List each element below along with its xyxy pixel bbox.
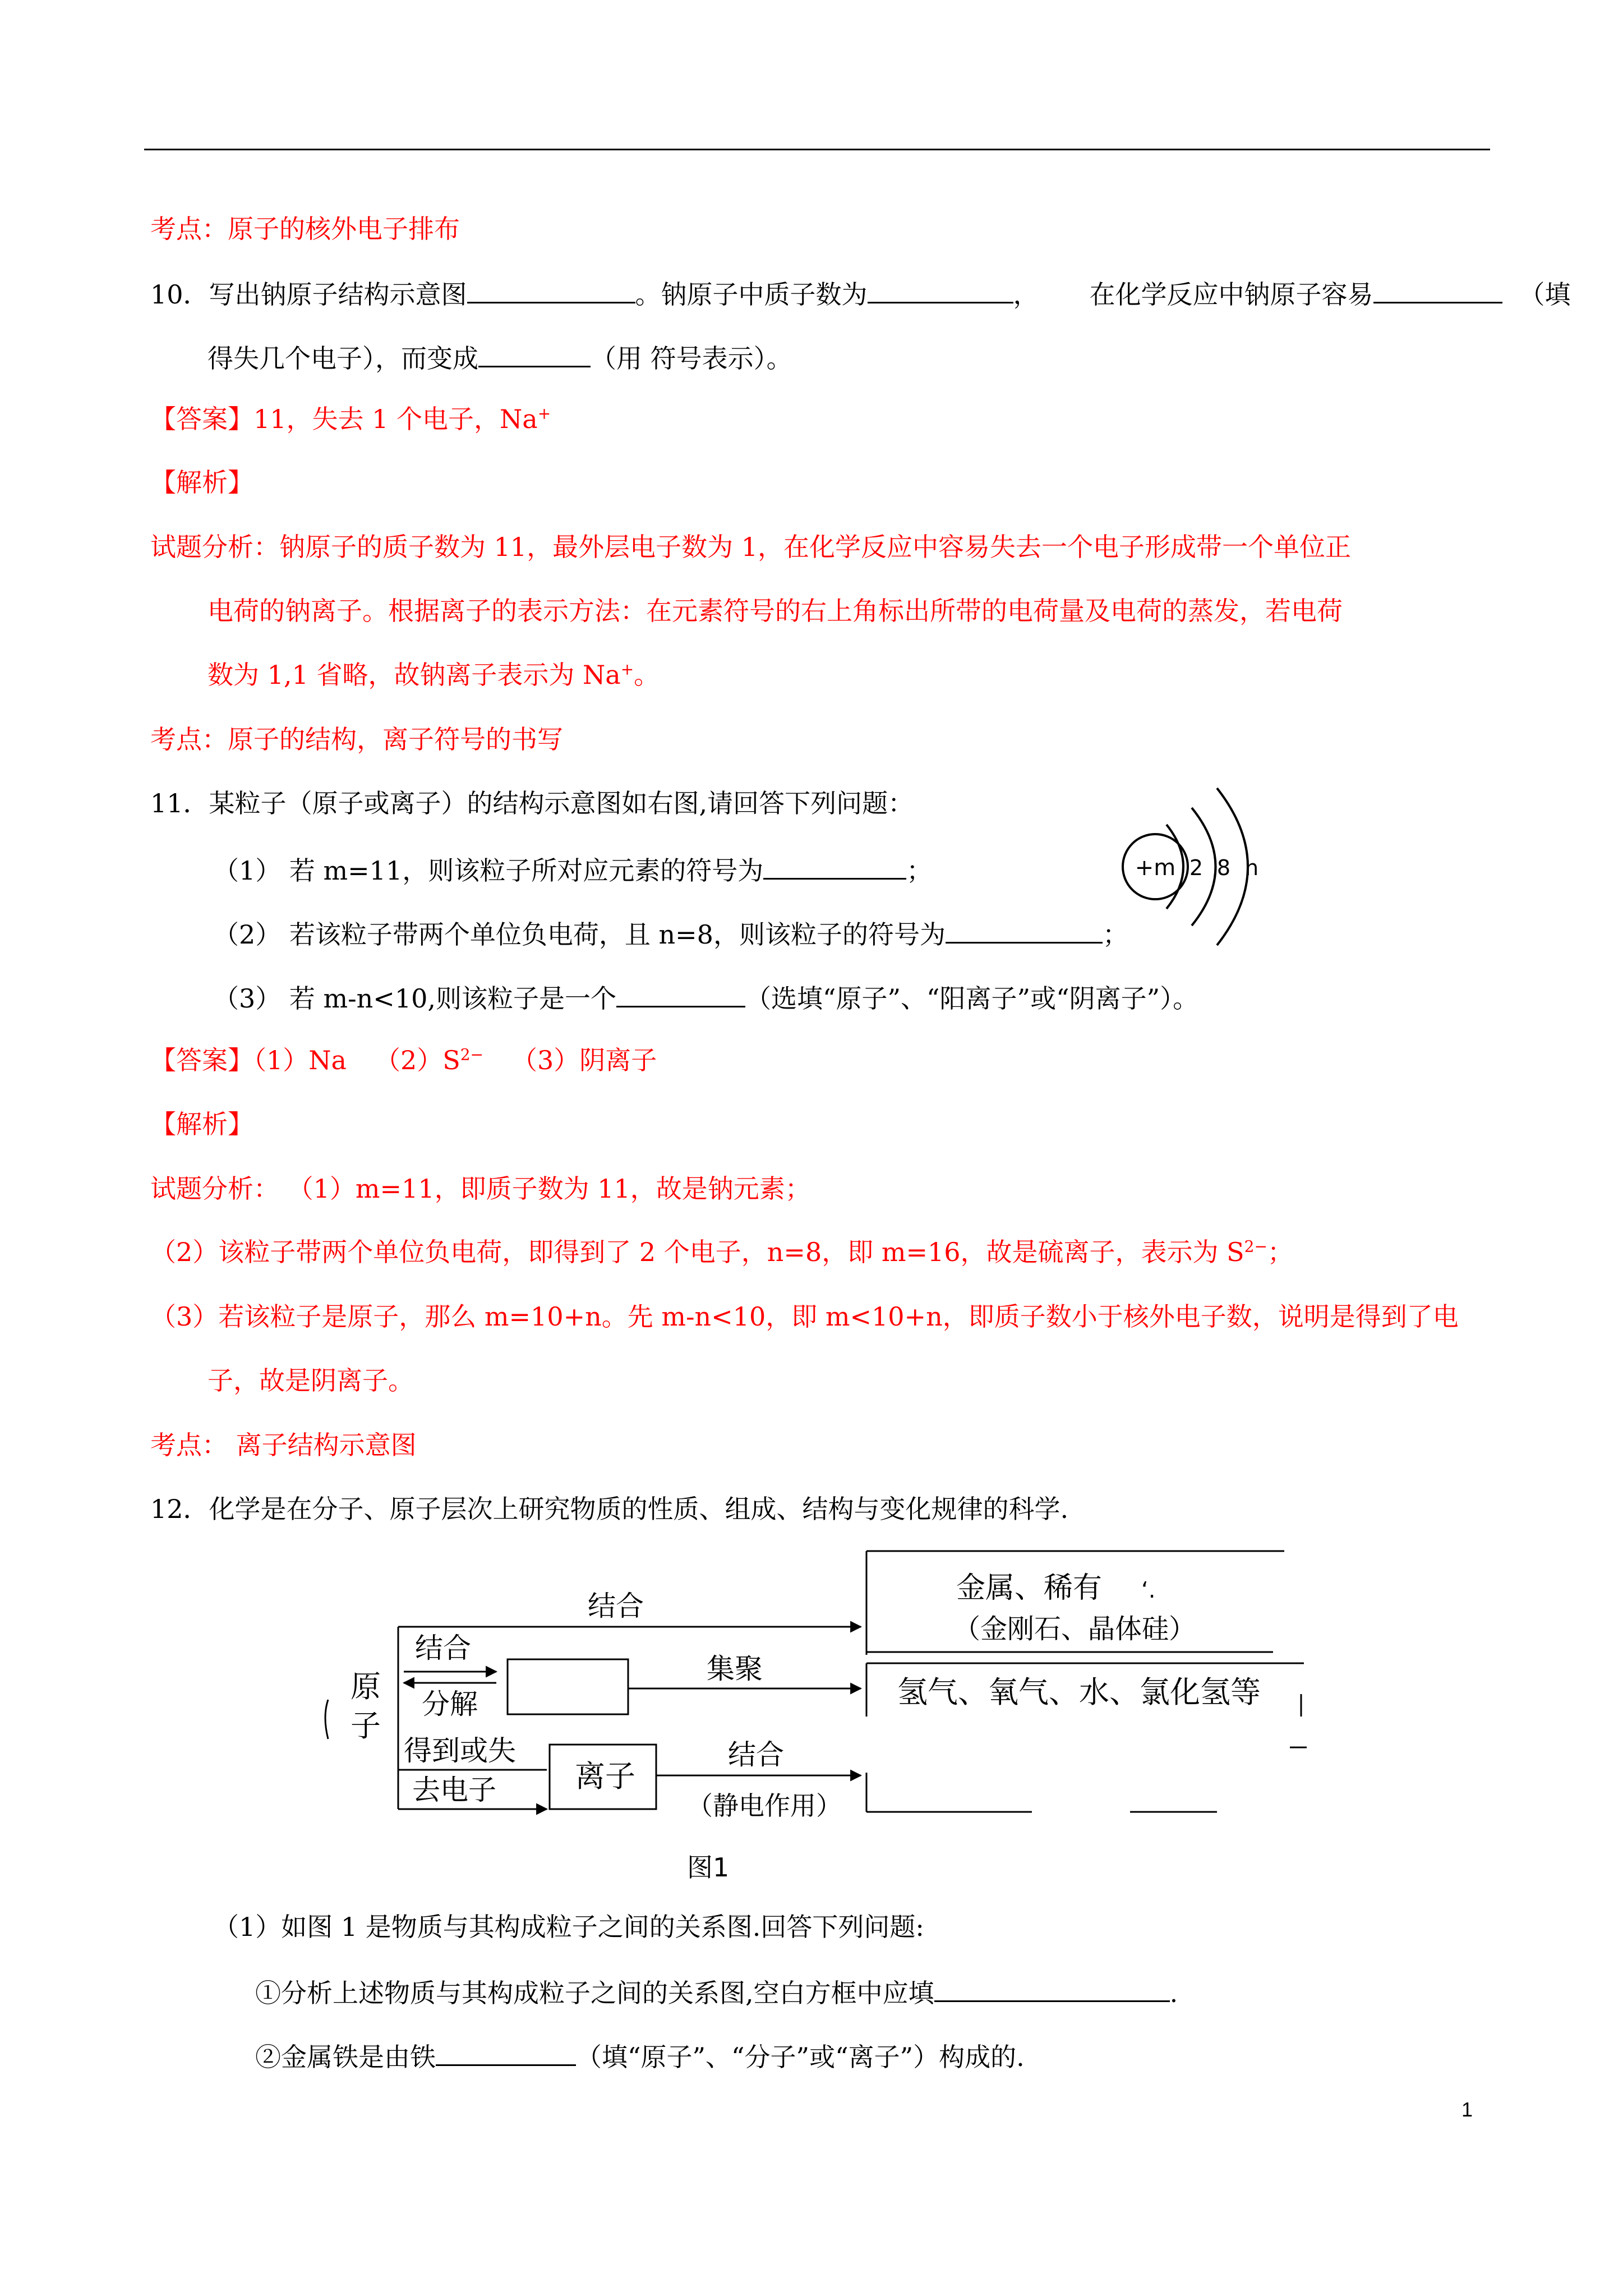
shell-2-count: 8 (1216, 855, 1231, 880)
box1-line-2: （金刚石、晶体硅） (953, 1613, 1196, 1645)
question-11-sub-3: （3） 若 m-n<10,则该粒子是一个 （选填“原子”、“阳离子”或“阴离子”）。 (213, 979, 1198, 1015)
question-10-line-1: 10．写出钠原子结构示意图 。钠原子中质子数为 ， 在化学反应中钠原子容易 （填 (150, 275, 1571, 311)
header-rule (144, 149, 1490, 150)
kaodian-1: 考点：原子的核外电子排布 (150, 214, 460, 244)
question-11-sub-1: （1） 若 m=11，则该粒子所对应元素的符号为 ； (213, 851, 932, 887)
figure-1-relationship-diagram (320, 1548, 1324, 1896)
shell-3-count: n (1244, 855, 1259, 880)
nucleus-label: +m (1135, 855, 1176, 881)
analysis-11-line-2: （2）该粒子带两个单位负电荷，即得到了 2 个电子，n=8，即 m=16，故是硫离子，表示为 $S^{2-}$； (150, 1237, 1293, 1267)
box3-border (866, 1773, 1032, 1812)
analysis-10-line-2: 电荷的钠离子。根据离子的表示方法：在元素符号的右上角标出所带的电荷量及电荷的蒸发，若电荷 (208, 596, 1343, 626)
analysis-11-line-4: 子，故是阴离子。 (208, 1365, 414, 1396)
answer-11: 【答案】（1）Na $(2)S^{2-}$ （3）阴离子 (150, 1045, 657, 1075)
combine-ion-label: 结合 (728, 1738, 784, 1771)
analysis-heading-1: 【解析】 (150, 467, 253, 498)
decompose-label: 分解 (422, 1688, 478, 1720)
answer-blank[interactable] (478, 339, 591, 367)
answer-blank[interactable] (763, 851, 906, 880)
atom-structure-diagram (1105, 785, 1295, 976)
gain-lose-label-1: 得到或失 (404, 1734, 516, 1767)
question-11-sub-2: （2） 若该粒子带两个单位负电荷，且 n=8，则该粒子的符号为 ； (213, 915, 1128, 951)
blank-box-molecule[interactable] (508, 1659, 628, 1714)
left-brace (325, 1700, 328, 1739)
shell-1-count: 2 (1189, 855, 1204, 880)
question-12-sub-2: ①分析上述物质与其构成粒子之间的关系图,空白方框中应填 . (255, 1973, 1178, 2010)
answer-blank[interactable] (946, 915, 1103, 944)
box1-dots: ‘. (1141, 1577, 1156, 1603)
answer-blank[interactable] (868, 275, 1013, 303)
answer-blank[interactable] (1373, 275, 1502, 303)
figure-caption: 图1 (687, 1852, 730, 1883)
kaodian-3: 考点： 离子结构示意图 (150, 1430, 417, 1460)
kaodian-2: 考点：原子的结构，离子符号的书写 (150, 724, 563, 754)
box1-line-1: 金属、稀有 (956, 1571, 1103, 1605)
question-12-sub-3: ②金属铁是由铁 （填“原子”、“分子”或“离子”）构成的. (255, 2037, 1025, 2074)
box2-text: 氢气、氧气、水、氯化氢等 (897, 1674, 1261, 1710)
gather-label: 集聚 (707, 1653, 763, 1685)
gain-lose-label-2: 去电子 (412, 1774, 496, 1806)
analysis-11-line-1: 试题分析： （1）m=11，即质子数为 11，故是钠元素； (150, 1174, 811, 1204)
analysis-heading-2: 【解析】 (150, 1109, 253, 1139)
analysis-11-line-3: （3）若该粒子是原子，那么 m=10+n。先 m-n<10，即 m<10+n，即质子数小于核外电子数，说明是得到了电 (150, 1301, 1459, 1332)
page-number: 1 (1461, 2098, 1473, 2121)
answer-10: 【答案】11，失去 1 个电子，Na+ (150, 404, 551, 434)
answer-blank[interactable] (616, 979, 745, 1007)
analysis-10-line-1: 试题分析：钠原子的质子数为 11，最外层电子数为 1，在化学反应中容易失去一个电子形成带一个单位正 (150, 532, 1352, 562)
question-12-stem: 12．化学是在分子、原子层次上研究物质的性质、组成、结构与变化规律的科学. (150, 1494, 1069, 1524)
atom-label-2: 子 (351, 1708, 381, 1743)
combine-left-label: 结合 (415, 1632, 471, 1664)
question-12-sub-1: （1）如图 1 是物质与其构成粒子之间的关系图.回答下列问题: (213, 1912, 924, 1942)
electrostatic-label: （静电作用） (687, 1791, 842, 1821)
answer-blank[interactable] (436, 2037, 576, 2066)
answer-blank[interactable] (467, 275, 635, 303)
question-11-stem: 11．某粒子（原子或离子）的结构示意图如右图,请回答下列问题： (150, 788, 914, 818)
ion-label: 离子 (575, 1759, 635, 1794)
atom-label-1: 原 (351, 1669, 381, 1704)
combine-top-label: 结合 (588, 1590, 644, 1622)
answer-blank[interactable] (934, 1973, 1170, 2002)
question-10-line-2: 得失几个电子），而变成 （用 符号表示）。 (208, 339, 792, 375)
analysis-10-line-3: 数为 1,1 省略，故钠离子表示为 Na+。 (208, 660, 660, 690)
